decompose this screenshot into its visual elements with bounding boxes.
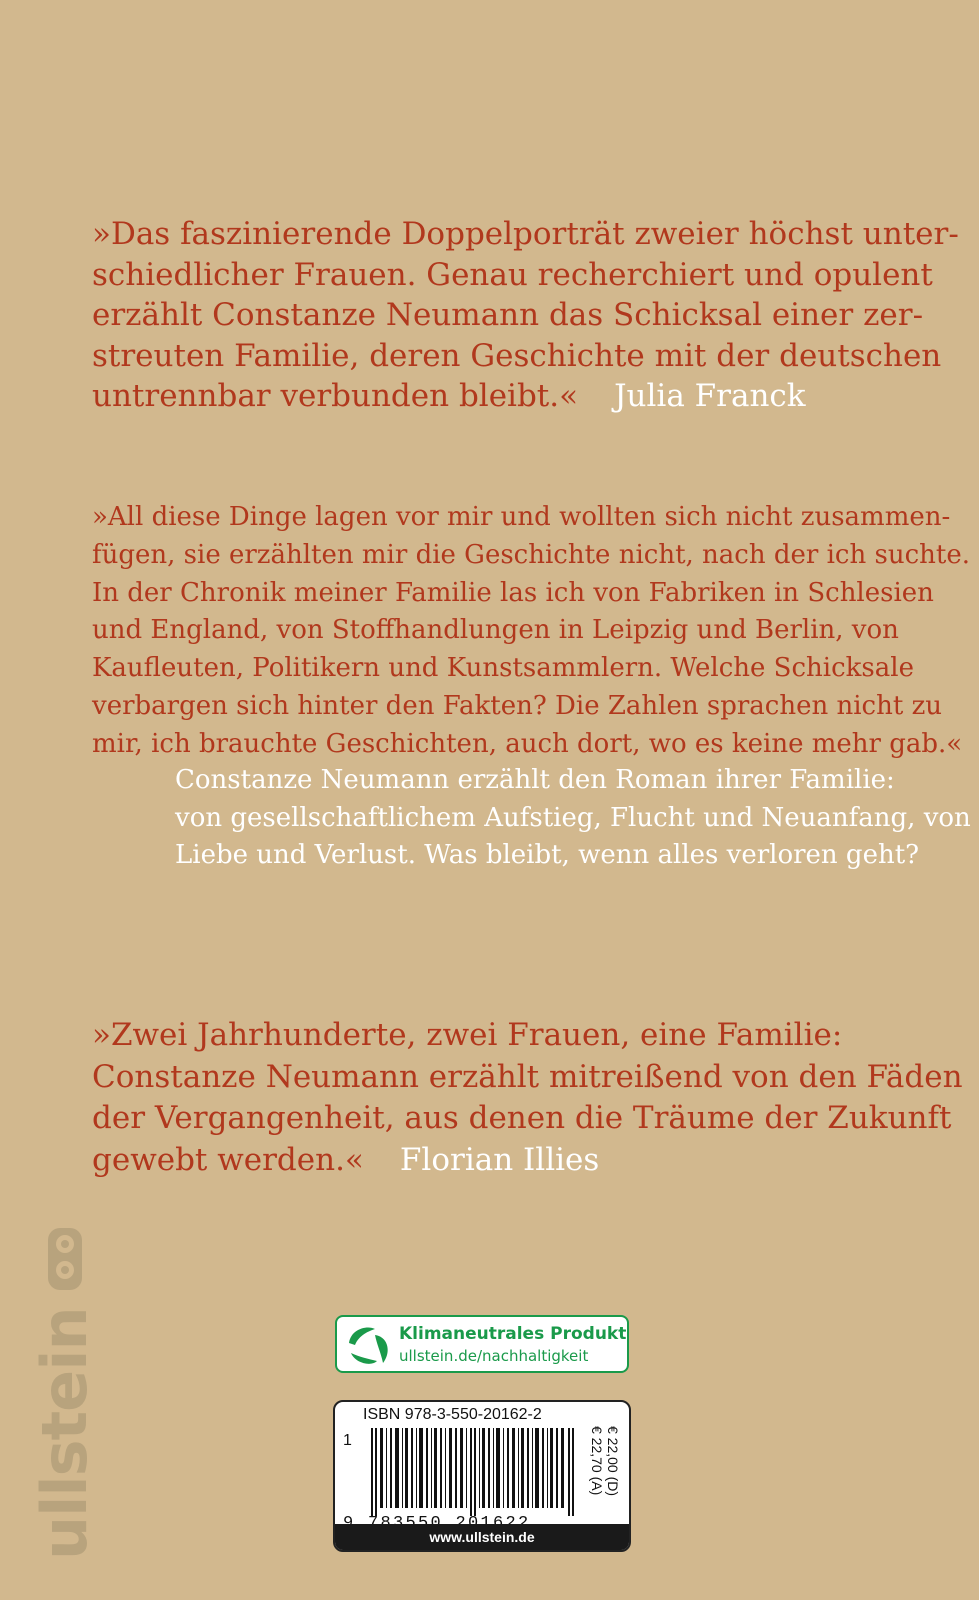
- isbn-label: ISBN 978-3-550-20162-2: [363, 1406, 542, 1423]
- quote-line: [92, 1140, 912, 1182]
- quote-author: Florian Illies: [399, 1141, 600, 1178]
- quote-line: »Das faszinierende Doppelporträt zweier höchst unter-: [92, 216, 959, 252]
- quote-line-text: gewebt werden.«: [92, 1141, 364, 1178]
- quote-line: erzählt Constanze Neumann das Schicksal einer zer-: [92, 297, 924, 333]
- blurb-line: Liebe und Verlust. Was bleibt, wenn alles verloren geht?: [175, 840, 920, 870]
- excerpt-line: »All diese Dinge lagen vor mir und wollten sich nicht zusammen-: [92, 502, 951, 532]
- excerpt-line: fügen, sie erzählten mir die Geschichte nicht, nach der ich suchte.: [92, 539, 970, 570]
- publisher-website[interactable]: www.ullstein.de: [335, 1524, 629, 1550]
- excerpt-line: und England, von Stoffhandlungen in Leipzig und Berlin, von: [92, 615, 899, 646]
- quote-line: streuten Familie, deren Geschichte mit der deutschen: [92, 337, 942, 374]
- quote-line: der Vergangenheit, aus denen die Träume der Zukunft: [92, 1100, 952, 1136]
- barcode-first-digit: 1: [343, 1432, 352, 1449]
- blurb-line: Constanze Neumann erzählt den Roman ihrer Familie:: [175, 765, 895, 795]
- blurb-line: von gesellschaftlichem Aufstieg, Flucht und Neuanfang, von: [175, 802, 971, 833]
- excerpt-line: In der Chronik meiner Familie las ich von Fabriken in Schlesien: [92, 577, 934, 608]
- quote-line-text: untrennbar verbunden bleibt.«: [92, 378, 579, 414]
- badge-url: ullstein.de/nachhaltigkeit: [399, 1347, 589, 1365]
- badge-title: Klimaneutrales Produkt: [399, 1324, 627, 1344]
- publisher-logo-text: ullstein: [28, 1307, 101, 1560]
- quote-line: »Zwei Jahrhunderte, zwei Frauen, eine Familie:: [92, 1017, 843, 1053]
- barcode: [363, 1428, 583, 1516]
- climate-neutral-badge: [335, 1315, 629, 1373]
- book-blurb: [175, 762, 971, 875]
- isbn-barcode-box: [333, 1400, 631, 1552]
- excerpt-line: mir, ich brauchte Geschichten, auch dort, wo es keine mehr gab.«: [92, 728, 963, 759]
- book-excerpt: [92, 499, 970, 764]
- quote-line: Constanze Neumann erzählt mitreißend von den Fäden: [92, 1058, 963, 1095]
- excerpt-line: Kaufleuten, Politikern und Kunstsammlern. Welche Schicksale: [92, 653, 914, 684]
- quote-line: [92, 376, 912, 417]
- quote-florian-illies: [92, 1015, 963, 1181]
- quote-author: Julia Franck: [614, 378, 806, 414]
- excerpt-line: verbargen sich hinter den Fakten? Die Zahlen sprachen nicht zu: [92, 690, 943, 721]
- prices: [589, 1426, 623, 1526]
- owl-icon: [44, 1224, 86, 1294]
- price-germany: € 22,00 (D): [605, 1426, 621, 1497]
- leaf-icon: [345, 1323, 393, 1367]
- price-austria: € 22,70 (A): [589, 1426, 605, 1496]
- quote-line: schiedlicher Frauen. Genau recherchiert und opulent: [92, 256, 933, 293]
- quote-julia-franck: [92, 214, 959, 417]
